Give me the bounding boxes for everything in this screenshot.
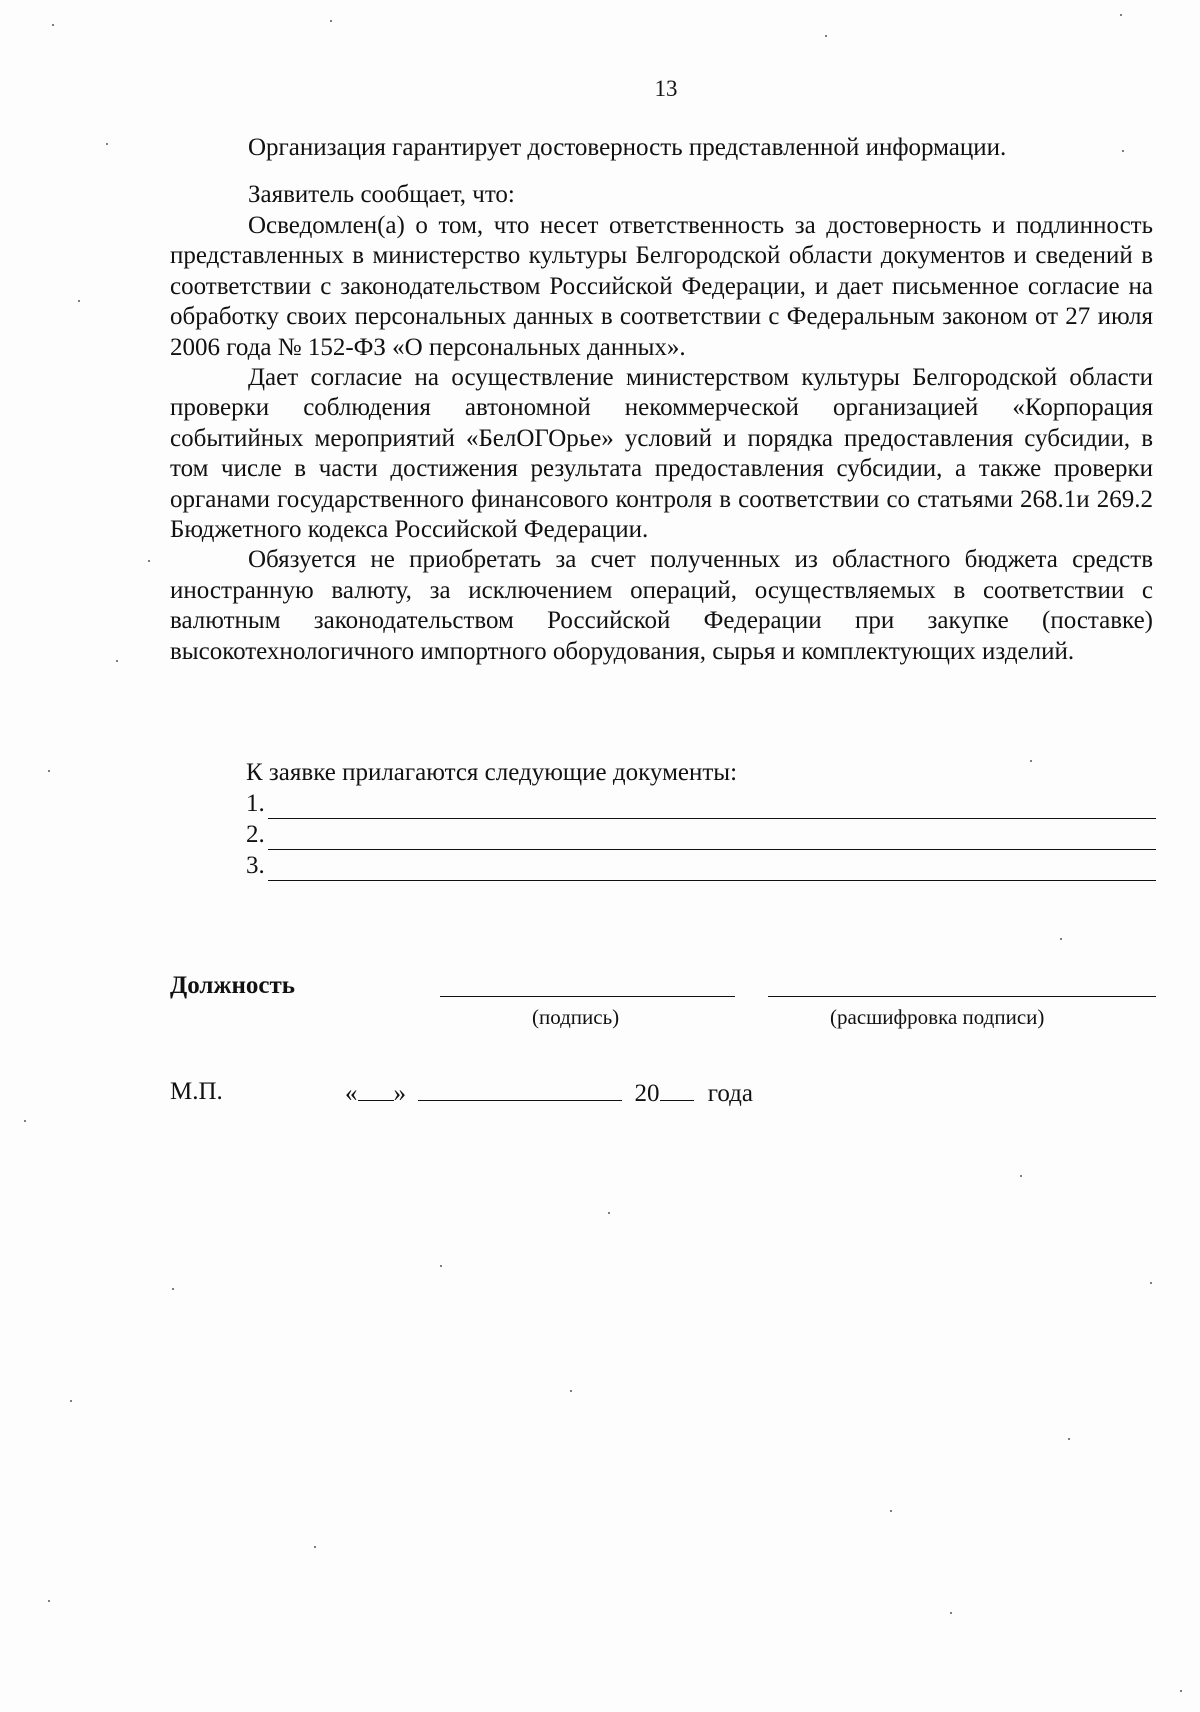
scan-speck (78, 300, 80, 302)
attachment-blank[interactable] (268, 856, 1156, 881)
scan-speck (48, 770, 50, 772)
scan-speck (70, 1400, 72, 1402)
attachment-number: 1. (246, 790, 265, 817)
scan-speck (1180, 1690, 1182, 1692)
scan-speck (1020, 1175, 1022, 1177)
attachments-heading: К заявке прилагаются следующие документы: (246, 759, 738, 786)
date-open-quote: « (345, 1080, 358, 1107)
attachment-number: 2. (246, 821, 265, 848)
scan-speck (314, 1546, 316, 1548)
seal-placeholder: М.П. (170, 1078, 223, 1105)
attachment-blank[interactable] (268, 794, 1156, 819)
body-text (170, 211, 1153, 667)
scan-speck (1150, 1282, 1152, 1284)
scan-speck (106, 143, 108, 145)
year-suffix: года (707, 1080, 753, 1107)
scan-speck (148, 560, 150, 562)
signature-blank[interactable] (440, 996, 735, 997)
scan-speck (1030, 760, 1032, 762)
signature-decoding-blank[interactable] (768, 996, 1156, 997)
date-field (345, 1078, 753, 1108)
scan-speck (48, 1600, 50, 1602)
signature-caption: (подпись) (532, 1005, 620, 1029)
paragraph-consent-inspection: Дает согласие на осуществление министерством культуры Белгородской области проверки соблюдения автономной некоммерческой организацией «Корпорация событийных мероприятий «БелОГОрье» условий и порядка предоставления субсидии, в том числе в части достижения результата предоставления субсидии, а также проверки органами государственного финансового контроля в соответствии со статьями 268.1и 269.2 Бюджетного кодекса Российской Федерации. (170, 364, 1153, 544)
attachments-section (246, 758, 1156, 881)
scan-speck (330, 20, 332, 22)
scan-speck (1060, 938, 1062, 940)
position-label: Должность (170, 972, 296, 999)
day-blank[interactable] (358, 1078, 394, 1101)
signature-decoding-caption: (расшифровка подписи) (830, 1005, 1045, 1029)
applicant-intro: Заявитель сообщает, что: (248, 181, 515, 208)
scan-speck (1120, 14, 1122, 16)
scan-speck (172, 1288, 174, 1290)
scan-speck (570, 1390, 572, 1392)
scan-speck (116, 660, 118, 662)
scan-speck (1068, 1438, 1070, 1440)
scan-speck (825, 35, 827, 37)
attachment-line (246, 850, 1156, 881)
attachment-line (246, 788, 1156, 819)
scan-speck (1122, 150, 1124, 152)
scan-speck (440, 1265, 442, 1267)
page-number: 13 (654, 76, 678, 101)
attachment-number: 3. (246, 852, 265, 879)
attachment-blank[interactable] (268, 825, 1156, 850)
attachment-line (246, 819, 1156, 850)
scan-speck (950, 1612, 952, 1614)
year-blank[interactable] (660, 1078, 694, 1101)
month-blank[interactable] (418, 1078, 622, 1101)
date-close-quote: » (393, 1080, 406, 1107)
scan-speck (608, 1212, 610, 1214)
paragraph-responsibility: Осведомлен(а) о том, что несет ответственность за достоверность и подлинность представленных в министерство культуры Белгородской области документов и сведений в соответствии с законодательством Российской Федерации, и дает письменное согласие на обработку своих персональных данных в соответствии с Федеральным законом от 27 июля 2006 года № 152-ФЗ «О персональных данных». (170, 212, 1153, 361)
paragraph-currency-obligation: Обязуется не приобретать за счет полученных из областного бюджета средств иностранную валюту, за исключением операций, осуществляемых в соответствии с валютным законодательством Российской Федерации при закупке (поставке) высокотехнологичного импортного оборудования, сырья и комплектующих изделий. (170, 546, 1153, 665)
statement-paragraph: Организация гарантирует достоверность представленной информации. (248, 134, 1007, 161)
scan-speck (52, 24, 54, 26)
scan-speck (890, 1510, 892, 1512)
year-prefix: 20 (634, 1080, 660, 1107)
scan-speck (24, 1120, 26, 1122)
